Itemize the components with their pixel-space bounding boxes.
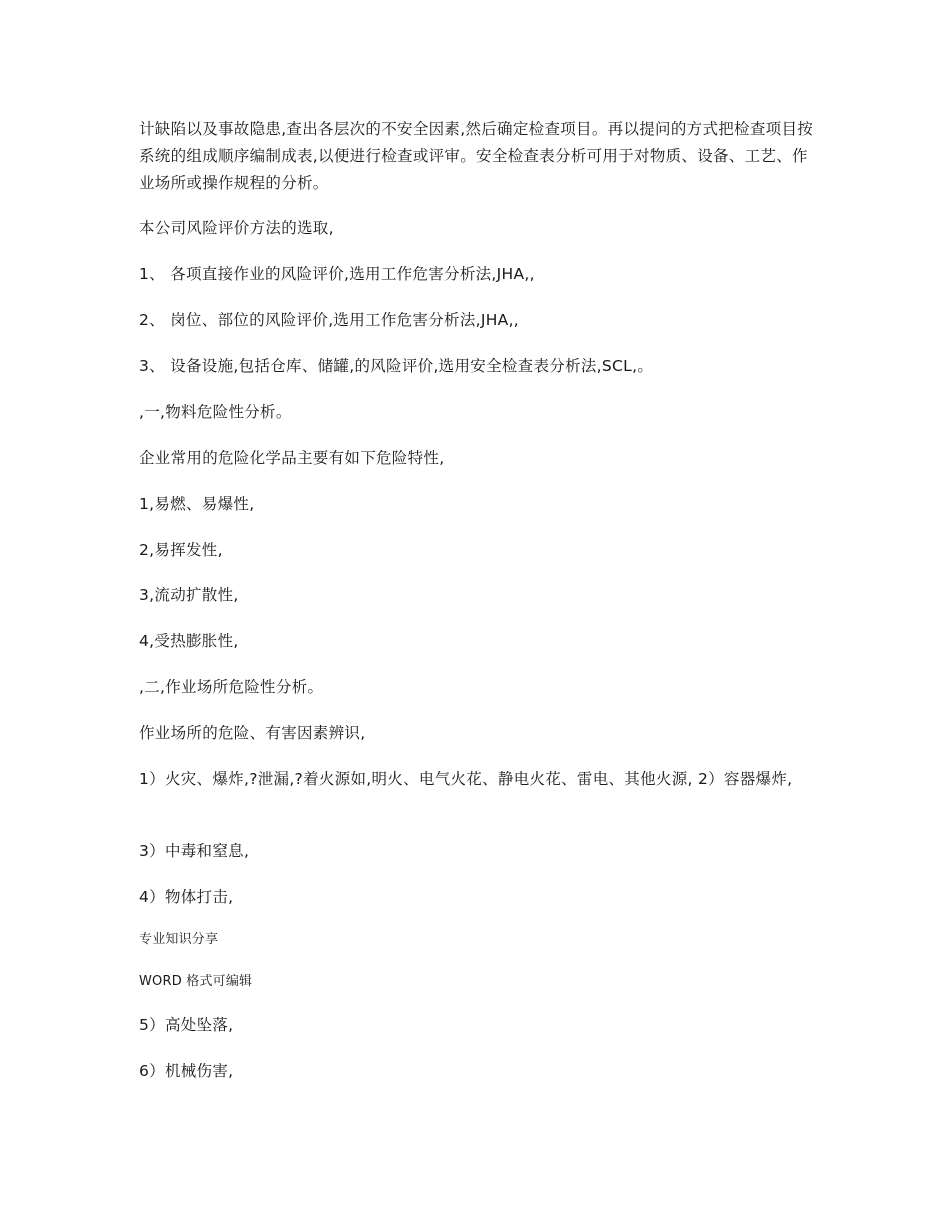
- footer-note-share: 专业知识分享: [139, 932, 219, 947]
- paragraph-intro: 计缺陷以及事故隐患,查出各层次的不安全因素,然后确定检查项目。再以提问的方式把检查项目按系统的组成顺序编制成表,以便进行检查或评审。安全检查表分析可用于对物质、设备、工艺、作业场所或操作规程的分析。: [139, 120, 814, 192]
- section-heading-2: ,二,作业场所危险性分析。: [139, 678, 324, 696]
- hazard-item-5: 5）高处坠落,: [139, 1016, 234, 1034]
- list-item-3: 3、 设备设施,包括仓库、储罐,的风险评价,选用安全检查表分析法,SCL,。: [139, 357, 654, 375]
- hazard-item-3: 3）中毒和窒息,: [139, 842, 250, 860]
- list-item-1: 1、 各项直接作业的风险评价,选用工作危害分析法,JHA,,: [139, 265, 535, 283]
- property-item-4: 4,受热膨胀性,: [139, 632, 239, 650]
- property-item-1: 1,易燃、易爆性,: [139, 495, 255, 513]
- hazard-item-6: 6）机械伤害,: [139, 1062, 234, 1080]
- property-item-2: 2,易挥发性,: [139, 541, 223, 559]
- hazard-item-4: 4）物体打击,: [139, 888, 234, 906]
- paragraph-chem-properties: 企业常用的危险化学品主要有如下危险特性,: [139, 449, 445, 467]
- paragraph-method-selection: 本公司风险评价方法的选取,: [139, 219, 334, 237]
- footer-note-word: WORD 格式可编辑: [139, 974, 253, 989]
- hazard-item-1-2: 1）火灾、爆炸,?泄漏,?着火源如,明火、电气火花、静电火花、雷电、其他火源, 2）容器爆炸,: [139, 770, 793, 788]
- property-item-3: 3,流动扩散性,: [139, 586, 239, 604]
- list-item-2: 2、 岗位、部位的风险评价,选用工作危害分析法,JHA,,: [139, 311, 520, 329]
- paragraph-hazard-identification: 作业场所的危险、有害因素辨识,: [139, 724, 366, 742]
- section-heading-1: ,一,物料危险性分析。: [139, 403, 292, 421]
